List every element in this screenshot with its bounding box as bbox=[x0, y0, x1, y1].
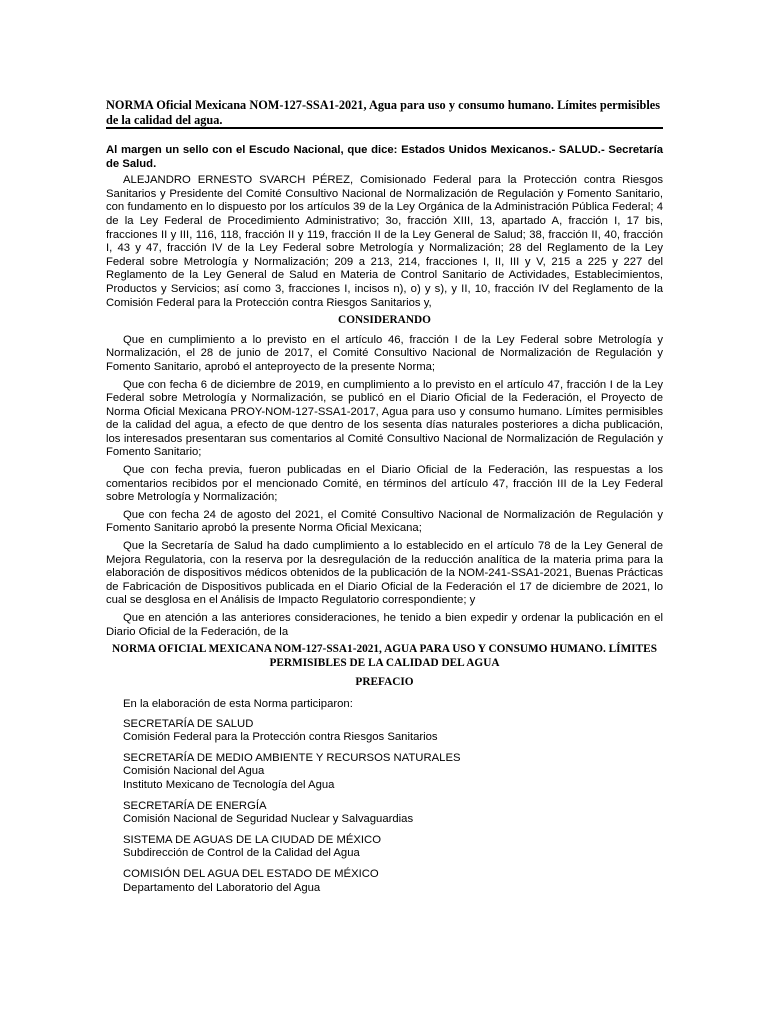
participant-entity: SECRETARÍA DE ENERGÍA bbox=[123, 799, 267, 812]
prefacio-intro: En la elaboración de esta Norma participaron: bbox=[123, 697, 353, 710]
norma-heading: NORMA OFICIAL MEXICANA NOM-127-SSA1-2021, AGUA PARA USO Y CONSUMO HUMANO. LÍMITES PERMISIBLES DE LA CALIDAD DEL AGUA bbox=[112, 643, 657, 669]
title-divider bbox=[106, 127, 663, 129]
participant-group bbox=[106, 834, 663, 861]
considerando-paragraph: Que en atención a las anteriores consideraciones, he tenido a bien expedir y ordenar la publicación en el Diario Oficial de la Federación, de la bbox=[106, 612, 663, 638]
preamble-paragraph: ALEJANDRO ERNESTO SVARCH PÉREZ, Comisionado Federal para la Protección contra Riesgos Sanitarios y Presidente del Comité Consultivo Nacional de Normalización de Regulación y Fomento Sanitario, con fundamento en lo dispuesto por los artículos 39 de la Ley Orgánica de la Administración Pública Federal; 4 de la Ley Federal de Procedimiento Administrativo; 3o, fracción XIII, 13, apartado A, fracción I, 17 bis, fracciones II y III, 116, 118, fracción II y 119, fracción II de la Ley General de Salud; 38, fracción II, 40, fracción I, 43 y 47, fracción IV de la Ley Federal sobre Metrología y Normalización; 28 del Reglamento de la Ley Federal sobre Metrología y Normalización; 209 a 213, 214, fracciones I, II, III y V, 215 a 225 y 227 del Reglamento de la Ley General de Salud en Materia de Control Sanitario de Actividades, Establecimientos, Productos y Servicios; así como 3, fracciones I, incisos n), o) y s), y II, 10, fracción IV del Reglamento de la Comisión Federal para la Protección contra Riesgos Sanitarios y, bbox=[106, 174, 663, 309]
participant-unit: Comisión Nacional de Seguridad Nuclear y Salvaguardias bbox=[123, 813, 414, 826]
participant-group bbox=[106, 800, 663, 827]
participant-entity: SISTEMA DE AGUAS DE LA CIUDAD DE MÉXICO bbox=[123, 833, 382, 846]
participant-group bbox=[106, 752, 663, 793]
document-body bbox=[106, 144, 663, 902]
considerando-paragraph: Que la Secretaría de Salud ha dado cumplimiento a lo establecido en el artículo 78 de la Ley General de Mejora Regulatoria, con la reserva por la desregulación de la reducción analítica de la materia prima para la elaboración de dispositivos médicos obtenidos de la publicación de la NOM-241-SSA1-2021, Buenas Prácticas de Fabricación de Dispositivos publicada en el Diario Oficial de la Federación el 17 de diciembre de 2021, lo cual se desglosa en el Análisis de Impacto Regulatorio correspondiente; y bbox=[106, 540, 663, 607]
participant-group bbox=[106, 868, 663, 895]
participant-entity: SECRETARÍA DE SALUD bbox=[123, 717, 254, 730]
considerando-heading: CONSIDERANDO bbox=[338, 314, 431, 327]
participant-unit: Subdirección de Control de la Calidad del Agua bbox=[123, 847, 360, 860]
considerando-paragraph: Que con fecha 24 de agosto del 2021, el Comité Consultivo Nacional de Normalización de Regulación y Fomento Sanitario aprobó la presente Norma Oficial Mexicana; bbox=[106, 508, 663, 535]
prefacio-heading: PREFACIO bbox=[355, 676, 414, 689]
participant-unit: Instituto Mexicano de Tecnología del Agua bbox=[123, 778, 335, 791]
considerando-paragraph: Que con fecha previa, fueron publicadas en el Diario Oficial de la Federación, las respuestas a los comentarios recibidos por el mencionado Comité, en términos del artículo 47, fracción III de la Ley Federal sobre Metrología y Normalización; bbox=[106, 464, 663, 504]
considerando-paragraph: Que en cumplimiento a lo previsto en el artículo 46, fracción I de la Ley Federal sobre Metrología y Normalización, el 28 de junio de 2017, el Comité Consultivo Nacional de Normalización de Regulación y Fomento Sanitario, aprobó el anteproyecto de la presente Norma; bbox=[106, 333, 663, 373]
document-title: NORMA Oficial Mexicana NOM-127-SSA1-2021, Agua para uso y consumo humano. Límites permisibles de la calidad del agua. bbox=[106, 98, 660, 127]
margin-note: Al margen un sello con el Escudo Nacional, que dice: Estados Unidos Mexicanos.- SALUD.- Secretaría de Salud. bbox=[106, 144, 663, 170]
participant-group bbox=[106, 718, 663, 745]
participant-unit: Comisión Nacional del Agua bbox=[123, 765, 265, 778]
participant-entity: SECRETARÍA DE MEDIO AMBIENTE Y RECURSOS NATURALES bbox=[123, 751, 461, 764]
considerando-paragraph: Que con fecha 6 de diciembre de 2019, en cumplimiento a lo previsto en el artículo 47, fracción I de la Ley Federal sobre Metrología y Normalización, se publicó en el Diario Oficial de la Federación, el Proyecto de Norma Oficial Mexicana PROY-NOM-127-SSA1-2017, Agua para uso y consumo humano. Límites permisibles de la calidad del agua, a efecto de que dentro de los sesenta días naturales posteriores a dicha publicación, los interesados presentaran sus comentarios al Comité Consultivo Nacional de Normalización de Regulación y Fomento Sanitario; bbox=[106, 378, 663, 459]
participant-unit: Departamento del Laboratorio del Agua bbox=[123, 881, 321, 894]
participant-entity: COMISIÓN DEL AGUA DEL ESTADO DE MÉXICO bbox=[123, 867, 379, 880]
participant-unit: Comisión Federal para la Protección contra Riesgos Sanitarios bbox=[123, 731, 438, 744]
